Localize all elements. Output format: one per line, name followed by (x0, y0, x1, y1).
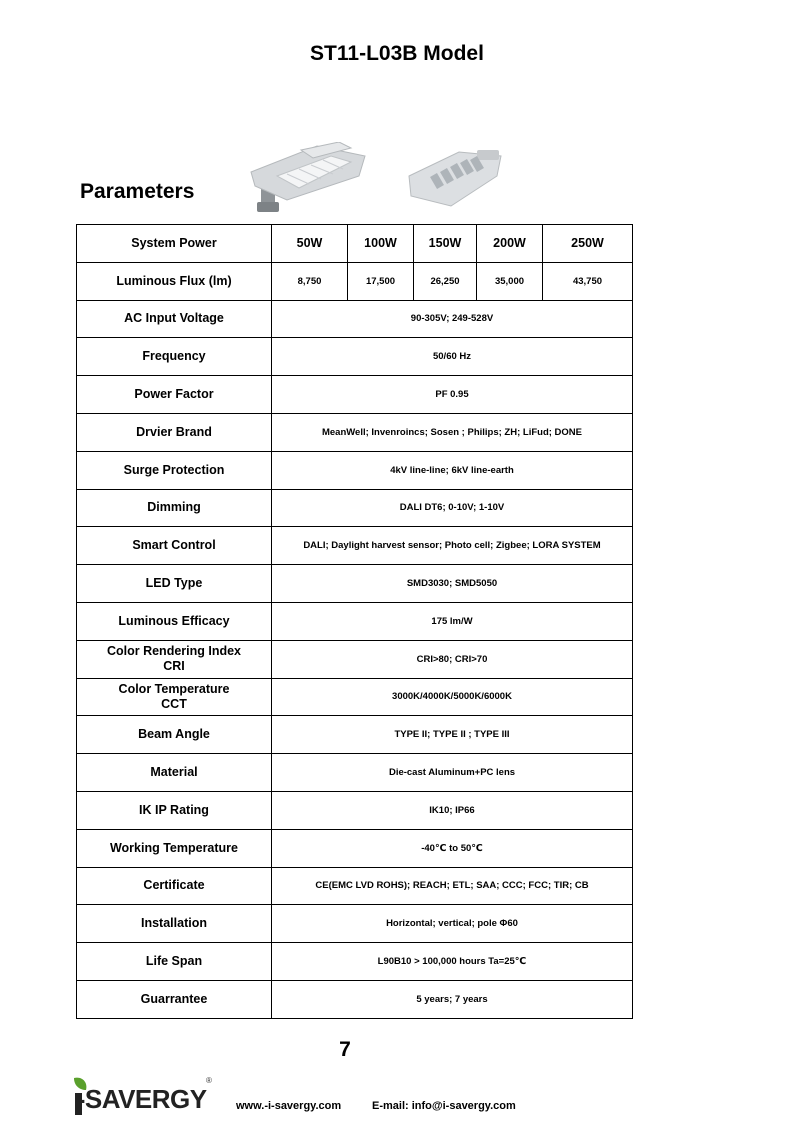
power-cell: 50W (272, 225, 348, 263)
table-row (77, 754, 633, 792)
row-label-text: Certificate (143, 878, 205, 893)
row-label (77, 602, 272, 640)
row-label (77, 489, 272, 527)
row-value: 3000K/4000K/5000K/6000K (272, 678, 633, 716)
page-title: ST11-L03B Model (310, 42, 484, 65)
row-value: SMD3030; SMD5050 (272, 565, 633, 603)
row-label-text: Life Span (145, 954, 203, 969)
table-row (77, 867, 633, 905)
section-title: Parameters (80, 180, 195, 203)
row-label-text: Beam Angle (138, 727, 210, 742)
row-label (77, 451, 272, 489)
table-row (77, 262, 633, 300)
row-label (77, 376, 272, 414)
row-value: L90B10 > 100,000 hours Ta=25℃ (272, 943, 633, 981)
row-label-text: IK IP Rating (139, 802, 209, 817)
row-value: DALI; Daylight harvest sensor; Photo cell; Zigbee; LORA SYSTEM (272, 527, 633, 565)
table-row (77, 980, 633, 1018)
row-label-text: Power Factor (134, 387, 214, 402)
table-row (77, 943, 633, 981)
row-label (77, 338, 272, 376)
row-value: Die-cast Aluminum+PC lens (272, 754, 633, 792)
row-value: CRI>80; CRI>70 (272, 640, 633, 678)
row-label (77, 980, 272, 1018)
email-link[interactable]: E-mail: info@i-savergy.com (372, 1100, 516, 1112)
row-label (77, 867, 272, 905)
row-value: CE(EMC LVD ROHS); REACH; ETL; SAA; CCC; FCC; TIR; CB (272, 867, 633, 905)
row-value: PF 0.95 (272, 376, 633, 414)
row-value: 50/60 Hz (272, 338, 633, 376)
table-row (77, 716, 633, 754)
table-row (77, 338, 633, 376)
row-label (77, 640, 272, 678)
table-row (77, 678, 633, 716)
table-row (77, 451, 633, 489)
row-label-text: Color Rendering Index (106, 644, 242, 659)
table-row (77, 489, 633, 527)
row-label-text: Guarrantee (140, 991, 208, 1006)
street-light-image-top (247, 142, 367, 214)
row-label-text: Frequency (142, 349, 206, 364)
row-label-text: AC Input Voltage (124, 311, 224, 326)
table-row (77, 225, 633, 263)
table-row (77, 300, 633, 338)
row-label (77, 413, 272, 451)
flux-cell: 43,750 (543, 262, 633, 300)
row-value: MeanWell; Invenroincs; Sosen ; Philips; ZH; LiFud; DONE (272, 413, 633, 451)
row-label-text: LED Type (145, 576, 203, 591)
row-label: Luminous Flux (lm) (77, 262, 272, 300)
power-cell: 200W (477, 225, 543, 263)
row-label (77, 716, 272, 754)
street-light-image-bottom (405, 148, 505, 210)
flux-cell: 17,500 (348, 262, 414, 300)
row-label-abbrev: CCT (161, 696, 187, 711)
row-label-text: Surge Protection (123, 462, 225, 477)
table-row (77, 791, 633, 829)
table-row (77, 602, 633, 640)
row-label (77, 300, 272, 338)
power-cell: 250W (543, 225, 633, 263)
logo-rest: -SAVERGY (76, 1084, 207, 1114)
row-value: IK10; IP66 (272, 791, 633, 829)
table-row (77, 413, 633, 451)
row-value: -40℃ to 50℃ (272, 829, 633, 867)
row-value: DALI DT6; 0-10V; 1-10V (272, 489, 633, 527)
row-value: Horizontal; vertical; pole Φ60 (272, 905, 633, 943)
page-number: 7 (339, 1038, 351, 1061)
flux-cell: 8,750 (272, 262, 348, 300)
flux-cell: 26,250 (414, 262, 477, 300)
row-label (77, 754, 272, 792)
logo-wordmark (70, 1084, 207, 1115)
row-label (77, 791, 272, 829)
parameters-table (76, 224, 633, 1019)
row-label (77, 829, 272, 867)
row-label-text: Working Temperature (109, 840, 239, 855)
registered-mark: ® (206, 1076, 212, 1085)
website-link[interactable]: www.-i-savergy.com (236, 1100, 342, 1112)
row-label (77, 565, 272, 603)
row-label (77, 527, 272, 565)
row-label-text: Dimming (147, 500, 201, 515)
table-row (77, 565, 633, 603)
row-value: 5 years; 7 years (272, 980, 633, 1018)
row-label-text: Luminous Efficacy (118, 613, 230, 628)
table-row (77, 905, 633, 943)
power-cell: 150W (414, 225, 477, 263)
row-label (77, 905, 272, 943)
row-label-text: Drvier Brand (136, 424, 212, 439)
row-label-text: Color Temperature (118, 681, 230, 696)
row-value: 90-305V; 249-528V (272, 300, 633, 338)
table-row (77, 640, 633, 678)
table-row (77, 376, 633, 414)
parameters-table-body (77, 225, 633, 1019)
row-value: 4kV line-line; 6kV line-earth (272, 451, 633, 489)
table-row (77, 527, 633, 565)
row-label-abbrev: CRI (163, 659, 185, 674)
table-row (77, 829, 633, 867)
row-label-text: Installation (141, 916, 207, 931)
row-label-text: Smart Control (132, 538, 216, 553)
row-label (77, 943, 272, 981)
row-value: 175 lm/W (272, 602, 633, 640)
row-value: TYPE II; TYPE II ; TYPE III (272, 716, 633, 754)
power-cell: 100W (348, 225, 414, 263)
row-label: System Power (77, 225, 272, 263)
row-label (77, 678, 272, 716)
flux-cell: 35,000 (477, 262, 543, 300)
row-label-text: Material (150, 765, 198, 780)
